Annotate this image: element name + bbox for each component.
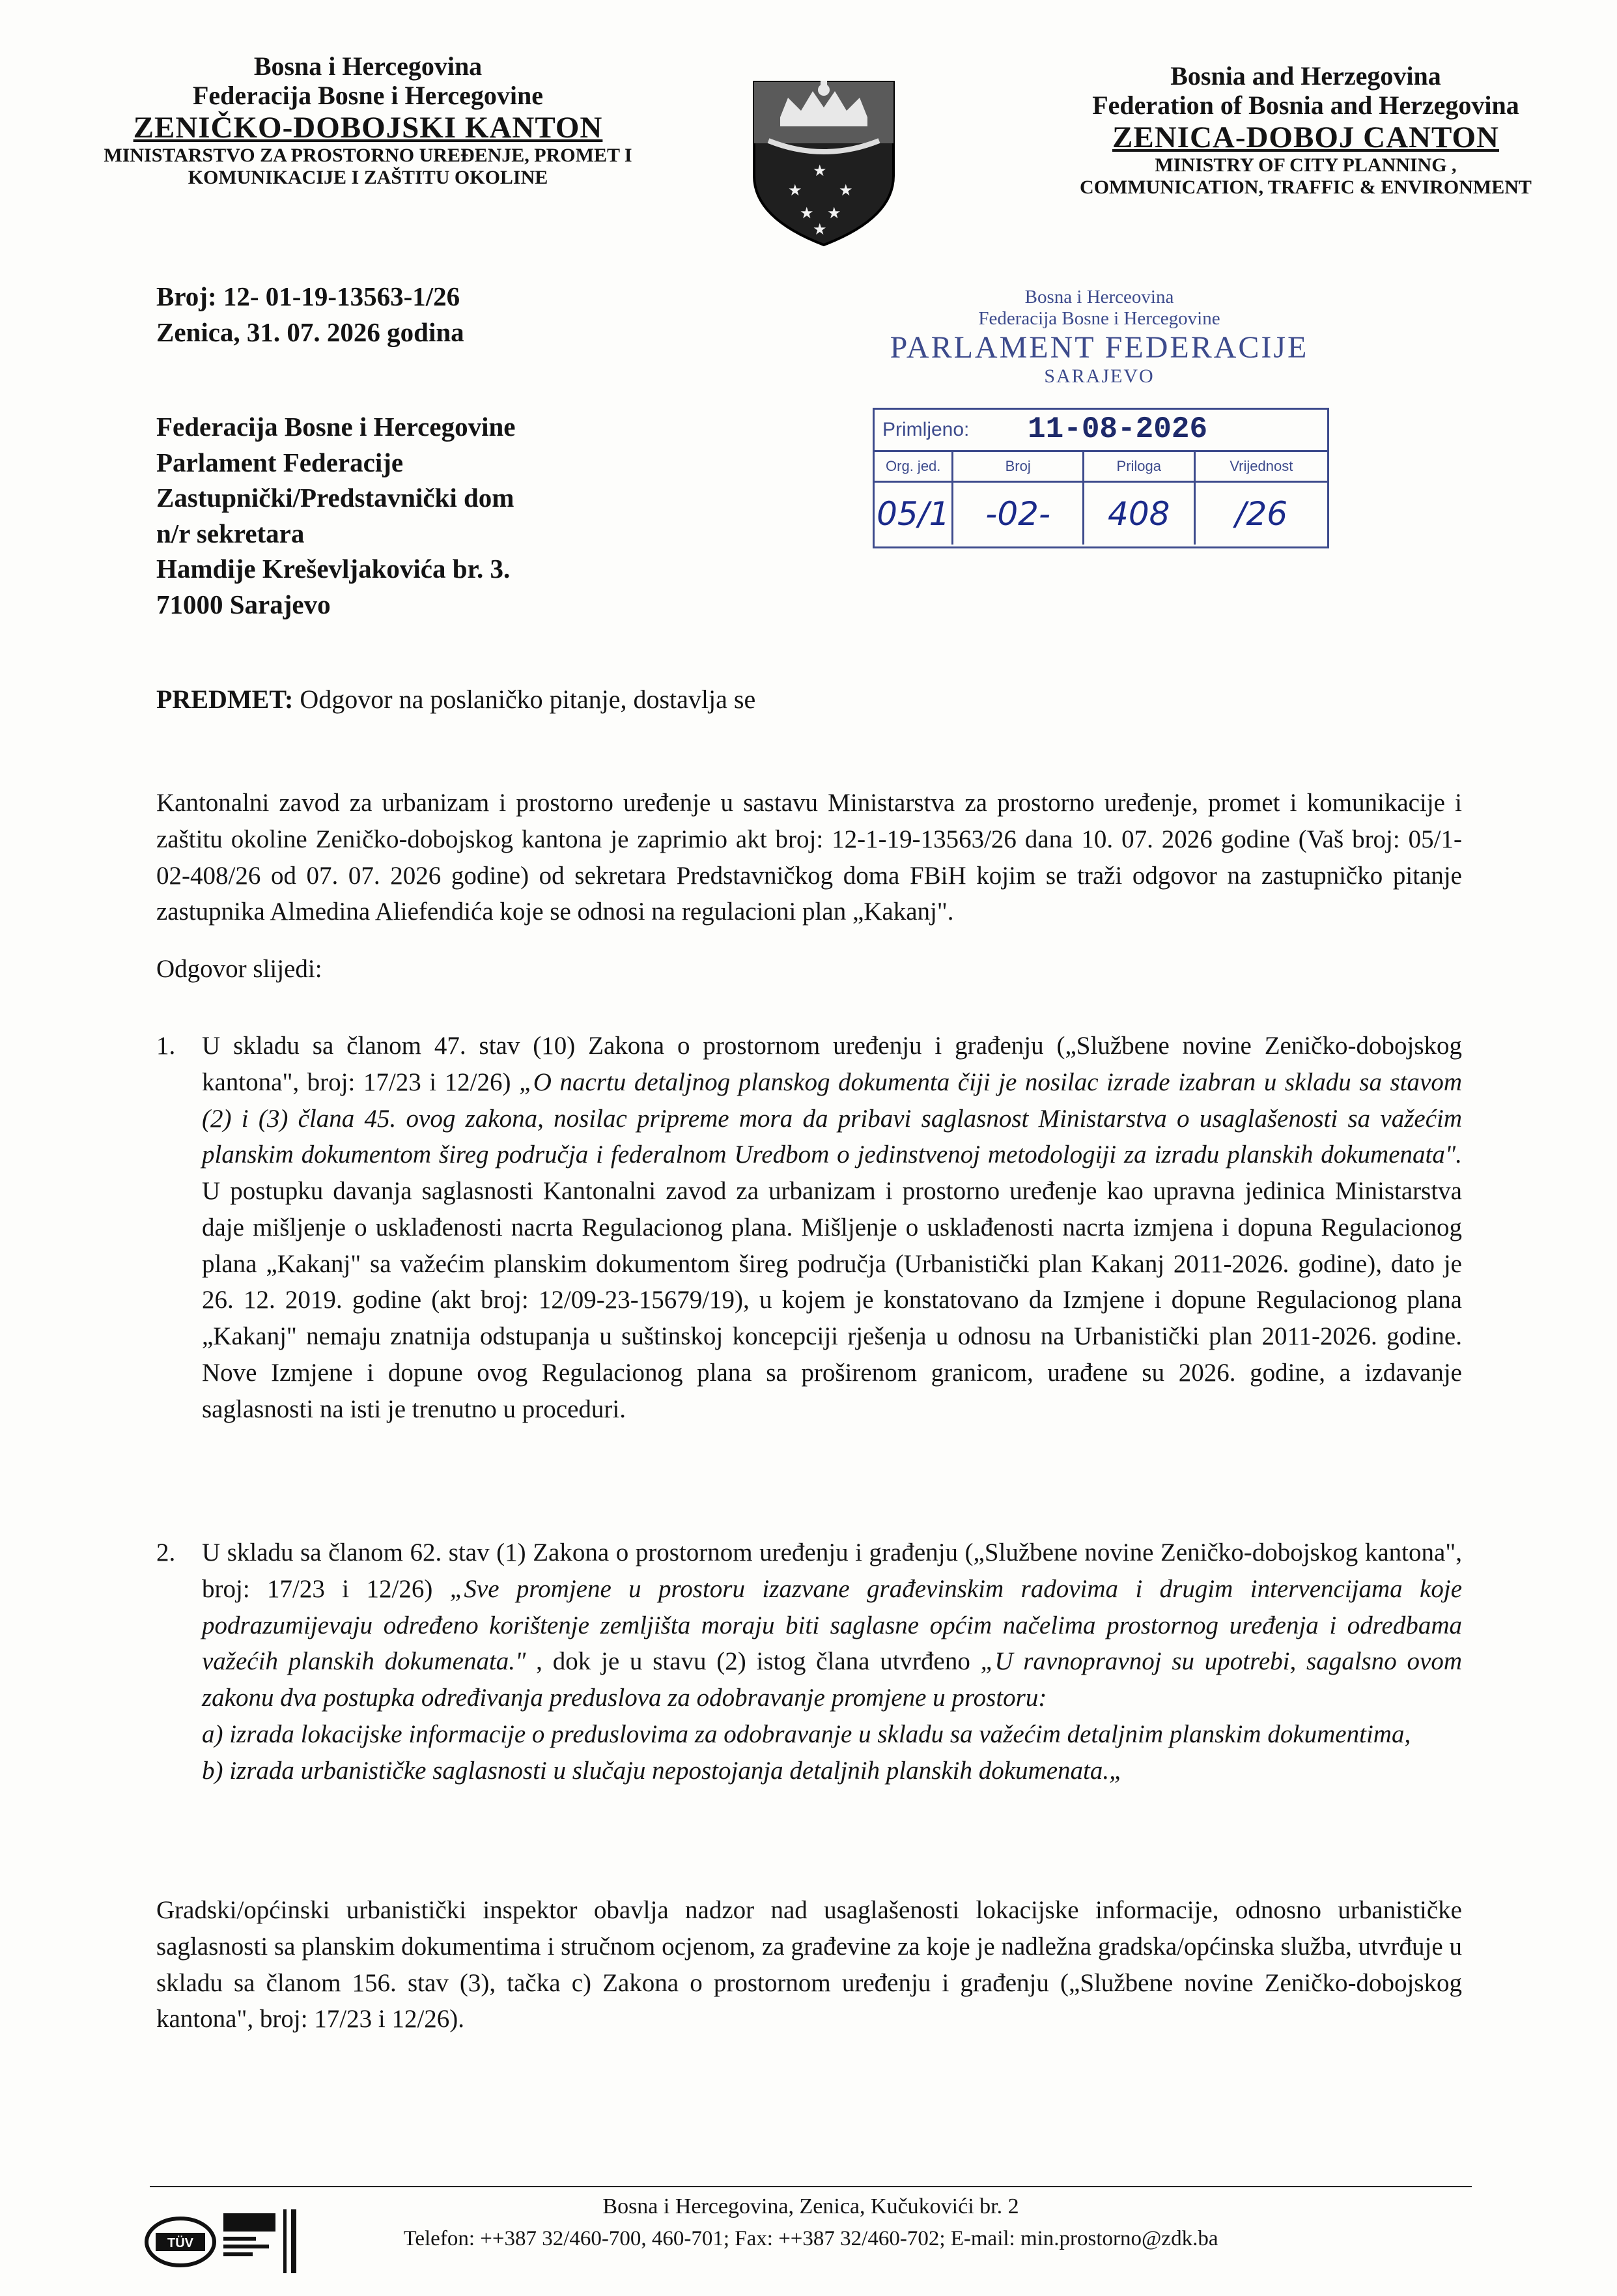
reference-block <box>156 279 464 350</box>
stamp-col-number: Broj <box>953 452 1084 481</box>
stamp-country: Bosna i Herceovina <box>1024 287 1174 307</box>
footer-phone-email: Telefon: ++387 32/460-700, 460-701; Fax: ++387 32/460-702; E-mail: min.prostorno@zdk.ba <box>403 2227 1218 2250</box>
recipient-line: 71000 Sarajevo <box>156 589 331 619</box>
item2-quote-2: „U ravnopravnoj su upotrebi, sagalsno ovom zakonu dva postupka određivanja preduslova za odobravanje promjene u prostoru: <box>202 1647 1462 1712</box>
item2-subitems <box>202 1716 1462 1753</box>
stamp-col-value: Vrijednost <box>1230 458 1293 474</box>
header-right <box>1029 62 1582 198</box>
svg-text:★: ★ <box>788 181 802 199</box>
item2-subitem-a: a) izrada lokacijske informacije o preduslovima za odobravanje u skladu sa važećim detaljnim planskim dokumentima, <box>202 1720 1411 1748</box>
stamp-received-row <box>875 410 1327 452</box>
reference-number: Broj: 12- 01-19-13563-1/26 <box>156 281 460 311</box>
item2-subitem-b: b) izrada urbanističke saglasnosti u slučaju nepostojanja detaljnih planskih dokumenata.„ <box>202 1756 1123 1785</box>
canton-crest-icon <box>749 78 899 249</box>
header-left-ministry-2: KOMUNIKACIJE I ZAŠTITU OKOLINE <box>188 166 548 188</box>
header-right-ministry-2: COMMUNICATION, TRAFFIC & ENVIRONMENT <box>1080 176 1532 198</box>
svg-text:★: ★ <box>800 204 814 222</box>
footer-address: Bosna i Hercegovina, Zenica, Kučukovići br. 2 <box>602 2194 1019 2218</box>
received-stamp-header <box>871 287 1327 388</box>
header-right-ministry-1: MINISTRY OF CITY PLANNING , <box>1155 154 1457 177</box>
reference-date: Zenica, 31. 07. 2026 godina <box>156 317 464 347</box>
header-left-country: Bosna i Hercegovina <box>253 51 483 81</box>
stamp-col-attachments: Priloga <box>1084 452 1196 481</box>
recipient-line: Parlament Federacije <box>156 447 404 477</box>
item2-text-b: , dok je u stavu (2) istog člana utvrđeno <box>526 1647 981 1676</box>
stamp-hw-attachments: 408 <box>1084 483 1196 545</box>
stamp-city: SARAJEVO <box>1044 365 1155 387</box>
header-left-federation: Federacija Bosne i Hercegovine <box>192 80 543 110</box>
item2-subitem-b-wrap <box>202 1753 1462 1789</box>
subject-text: Odgovor na poslaničko pitanje, dostavlja se <box>293 685 756 714</box>
footer-divider <box>150 2186 1472 2187</box>
intro-paragraph: Kantonalni zavod za urbanizam i prostorno uređenje u sastavu Ministarstva za prostorno uređenje, promet i komunikacije i zaštitu okoline Zeničko-dobojskog kantona je zaprimio akt broj: 12-1-19-13563/26 dana 10. 07. 2026 godine (Vaš broj: 05/1-02-408/26 od 07. 07. 2026 godine) od sekretara Predstavničkog doma FBiH kojim se traži odgovor na zastupničko pitanje zastupnika Almedina Aliefendića koje se odnosi na regulacioni plan „Kakanj". <box>156 789 1462 926</box>
stamp-received-label: Primljeno: <box>882 419 970 440</box>
answer-item-2 <box>156 1535 1463 1789</box>
stamp-received-date: 11-08-2026 <box>1028 412 1208 446</box>
item1-quote: „O nacrtu detaljnog planskog dokumenta čiji je nosilac izrade izabran u skladu sa stavom (2) i (3) člana 45. ovog zakona, nosilac pripreme mora da pribavi saglasnost Ministarstva o usaglašenosti sa važećim planskim dokumentom šireg područja i federalnom Uredbom o jedinstvenoj metodologiji za izradu planskih dokumenata". <box>202 1068 1463 1169</box>
tuv-logo-text: TÜV <box>167 2236 193 2250</box>
recipient-address <box>156 409 515 622</box>
stamp-hw-number: -02- <box>953 483 1084 545</box>
item1-text-a: U skladu sa članom 47. stav (10) Zakona o prostornom uređenju i građenju („Službene novine Zeničko-dobojskog kantona", broj: 17/23 i 12/26) <box>202 1032 1462 1096</box>
stamp-values-row <box>875 483 1327 545</box>
item2-text-a: U skladu sa članom 62. stav (1) Zakona o prostornom uređenju i građenju („Službene novine Zeničko-dobojskog kantona", broj: 17/23 i 12/26) <box>202 1538 1462 1603</box>
answer-intro: Odgovor slijedi: <box>156 955 322 983</box>
recipient-line: Federacija Bosne i Hercegovine <box>156 412 516 442</box>
stamp-hw-org: 05/1 <box>875 483 953 545</box>
recipient-line: n/r sekretara <box>156 518 305 548</box>
header-right-canton: ZENICA-DOBOJ CANTON <box>1112 120 1499 154</box>
footer-contact <box>150 2190 1472 2256</box>
stamp-parliament: PARLAMENT FEDERACIJE <box>890 330 1309 365</box>
svg-text:★: ★ <box>839 181 853 199</box>
header-left-ministry-1: MINISTARSTVO ZA PROSTORNO UREĐENJE, PROMET I <box>104 145 632 167</box>
received-stamp-box <box>873 408 1329 548</box>
subject-label: PREDMET: <box>156 685 294 714</box>
subject-line <box>156 684 755 715</box>
answer-item-1 <box>156 1028 1463 1427</box>
svg-text:★: ★ <box>813 220 827 238</box>
stamp-federation: Federacija Bosne i Hercegovine <box>978 308 1220 329</box>
item2-quote-1: „Sve promjene u prostoru izazvane građevinskim radovima i drugim intervencijama koje podrazumijevaju određeno korištenje zemljišta moraju biti saglasne općim načelima prostornog uređenja i odredbama važećih planskih dokumenata." <box>202 1574 1463 1676</box>
item1-text-b: U postupku davanja saglasnosti Kantonalni zavod za urbanizam i prostorno uređenje kao upravna jedinica Ministarstva daje mišljenje o usklađenosti nacrta Regulacionog plana. Mišljenje o usklađenosti nacrta izmjena i dopuna Regulacionog plana „Kakanj" sa važećim planskim dokumentom šireg područja (Urbanistički plan Kakanj 2011-2026. godine), dato je 26. 12. 2019. godine (akt broj: 12/09-23-15679/19), u kojem je konstatovano da Izmjene i dopune Regulacionog plana „Kakanj" nemaju znatnija odstupanja u suštinskoj koncepciji rješenja u odnosu na Urbanistički plan 2011-2026. godine. Nove Izmjene i dopune ovog Regulacionog plana sa proširenom granicom, urađene su 2026. godine, a izdavanje saglasnosti na isti je trenutno u proceduri. <box>202 1177 1462 1423</box>
stamp-hw-value: /26 <box>1235 494 1288 533</box>
closing-paragraph: Gradski/općinski urbanistički inspektor obavlja nadzor nad usaglašenosti lokacijske informacije, odnosno urbanističke saglasnosti sa planskim dokumentima i stručnom ocjenom, za građevine za koje je nadležna gradska/općinska služba, utvrđuje u skladu sa članom 156. stav (3), tačka c) Zakona o prostornom uređenju i građenju („Službene novine Zeničko-dobojskog kantona", broj: 17/23 i 12/26). <box>156 1896 1462 2034</box>
svg-text:★: ★ <box>813 162 827 180</box>
stamp-column-headers <box>875 452 1327 483</box>
header-right-country: Bosnia and Herzegovina <box>1170 61 1441 91</box>
recipient-line: Zastupnički/Predstavnički dom <box>156 483 514 513</box>
header-left <box>46 52 690 188</box>
svg-text:★: ★ <box>827 204 841 222</box>
header-left-canton: ZENIČKO-DOBOJSKI KANTON <box>133 110 603 145</box>
header-right-federation: Federation of Bosnia and Herzegovina <box>1092 90 1519 120</box>
stamp-col-org: Org. jed. <box>875 452 953 481</box>
recipient-line: Hamdije Kreševljakovića br. 3. <box>156 554 511 584</box>
item-number: 2. <box>156 1538 176 1566</box>
item-number: 1. <box>156 1032 176 1060</box>
